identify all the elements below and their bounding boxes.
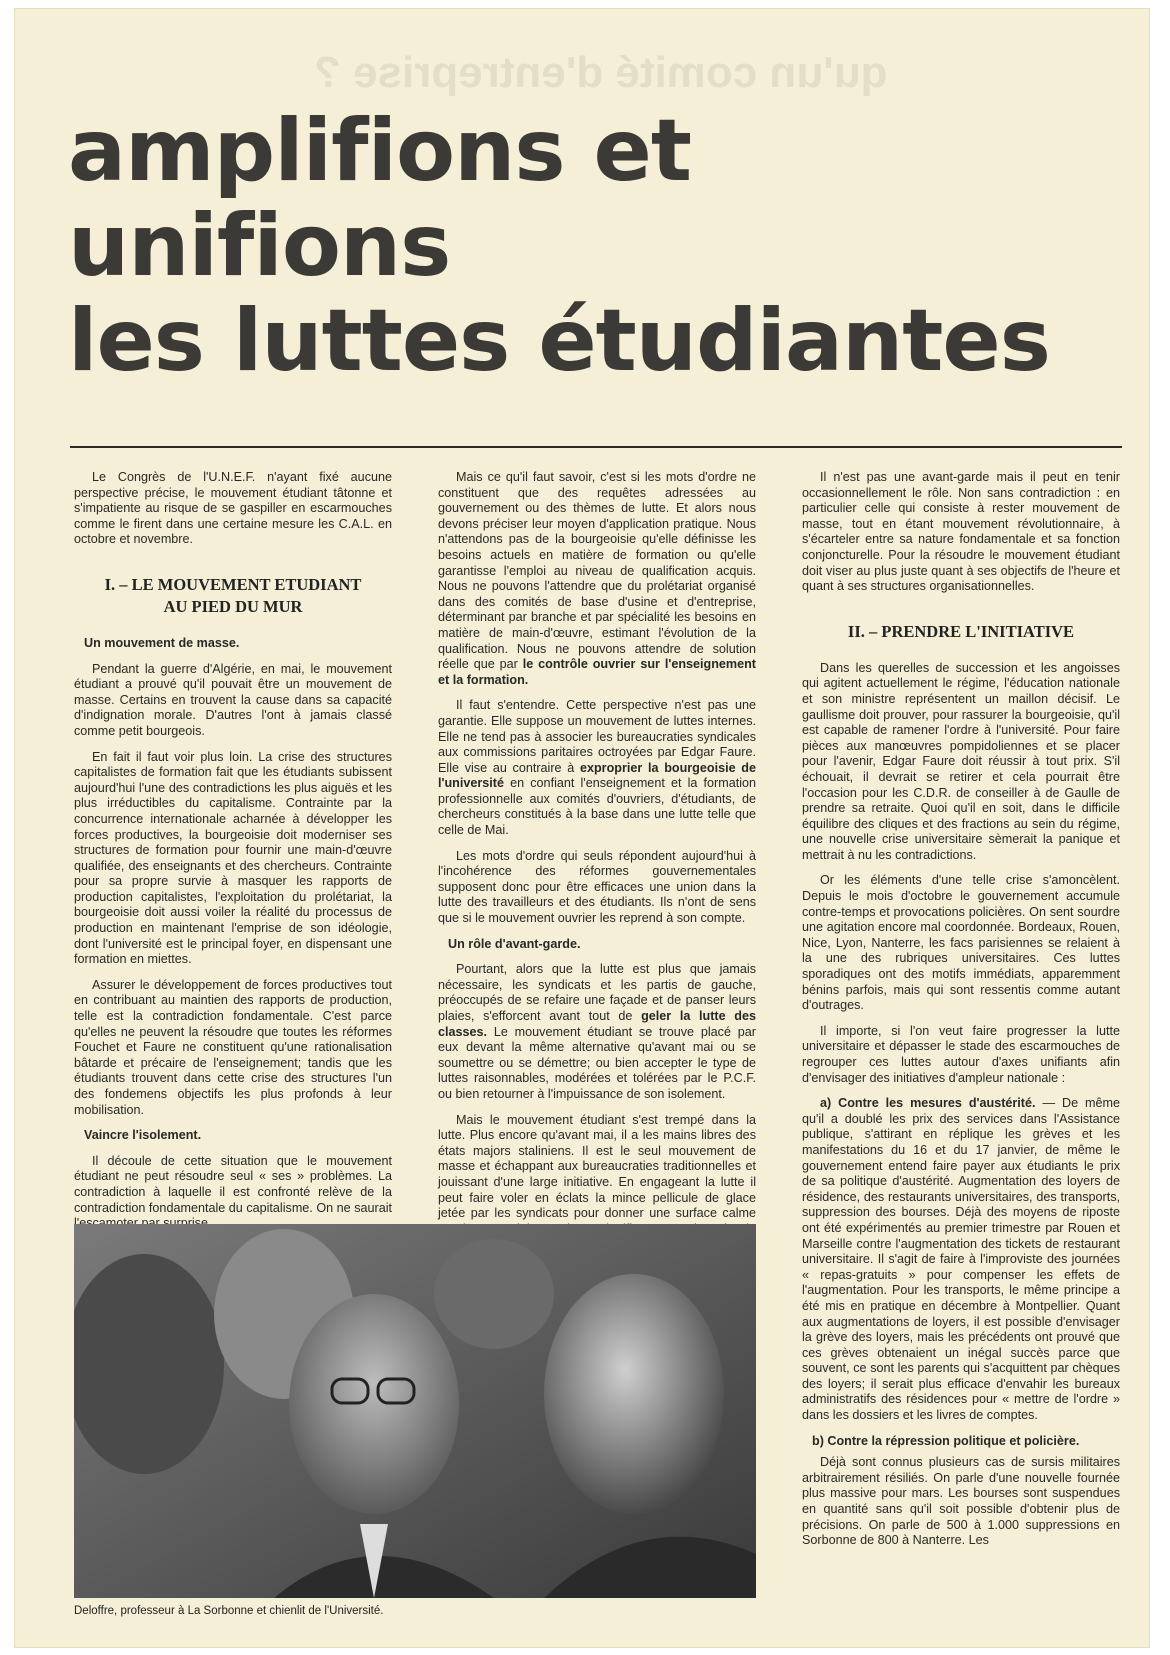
paragraph: Déjà sont connus plusieurs cas de sursis militaires arbitrairement résiliés. On parle d'une nouvelle fournée plus massive pour mars. Les bourses sont suspendues en quantité sans qu'il soit possible d'obtenir plus de précisions. On parle de 500 à 1.000 suppressions en Sorbonne de 800 à Nanterre. Les: [802, 1455, 1120, 1548]
show-through-text: qu'un comité d'entreprise ?: [314, 48, 888, 97]
newspaper-page: [14, 8, 1150, 1648]
photo-caption: Deloffre, professeur à La Sorbonne et chienlit de l'Université.: [74, 1605, 384, 1617]
photo-illustration: [74, 1224, 756, 1598]
paragraph: Pourtant, alors que la lutte est plus que jamais nécessaire, les syndicats et les partis de gauche, préoccupés de se refaire une façade et de panser leurs plaies, s'efforcent avant tout de geler la lutte des classes. Le mouvement étudiant se trouve placé par eux devant la même alternative qu'avant mai ou se soumettre ou se démettre; ou bien accepter le type de luttes raisonnables, modérées et tolérées par le P.C.F. ou bien retourner à l'impuissance de son isolement.: [438, 962, 756, 1101]
headline: [68, 101, 1148, 391]
paragraph: Dans les querelles de succession et les angoisses qui agitent actuellement le régime, l'éducation nationale et son ministre représentent un maillon décisif. Le gaullisme doit prouver, pour rassurer la bourgeoisie, qu'il est capable de ramener l'ordre à l'université. Pour faire pièces aux manœuvres pompidoliennes et se placer pour l'avenir, Edgar Faure doit réussir à tout prix. S'il échouait, il devrait se retirer et cela pourrait être l'occasion pour les C.D.R. de conseiller à de Gaulle de prendre sa retraite. Quoi qu'il en soit, dans le difficile équilibre des cliques et des fractions au sein du régime, une nouvelle crise universitaire sèmerait la panique et mettrait à nu les contradictions.: [802, 660, 1120, 862]
headline-line-1: amplifions et: [68, 101, 691, 201]
paragraph: Pendant la guerre d'Algérie, en mai, le mouvement étudiant a prouvé qu'il pouvait être un mouvement de masse. Certains en trouvent la cause dans sa capacité d'indignation morale. D'autres l'ont à jamais classé comme petit bourgeois.: [74, 661, 392, 738]
paragraph: Il n'est pas une avant-garde mais il peut en tenir occasionnellement le rôle. Non sans contradiction : en particulier celle qui consiste à rester mouvement de masse, tout en étant mouvement révolutionnaire, à s'écarteler entre sa nature fondamentale et sa fonction conjoncturelle. Pour la résoudre le mouvement étudiant doit viser au plus juste quant à ses objectifs de l'heure et quant à ses structures organisationnelles.: [802, 470, 1120, 594]
paragraph: Mais le mouvement étudiant s'est trempé dans la lutte. Plus encore qu'avant mai, il a les mains libres des états majors staliniens. Il est le seul mouvement de masse et échappant aux bureaucraties traditionnelles et jouissant d'une large initiative. En engageant la lutte il peut faire voler en éclats la mince pellicule de glace jetée par les syndicats pour donner une surface calme: [438, 1112, 756, 1221]
headline-rule: [70, 446, 1122, 448]
intro-paragraph: Le Congrès de l'U.N.E.F. n'ayant fixé aucune perspective précise, le mouvement étudiant tâtonne et s'impatiente au risque de se gaspiller en escarmouches comme le firent dans une certaine mesure les C.A.L. en octobre et novembre.: [74, 470, 392, 547]
paragraph: Il faut s'entendre. Cette perspective n'est pas une garantie. Elle suppose un mouvement de luttes internes. Elle ne tend pas à associer les bureaucraties syndicales aux commissions paritaires octroyées par Edgar Faure. Elle vise au contraire à exproprier la bourgeoisie de l'université en confiant l'enseignement et la formation professionnelle aux comités d'ouvriers, d'étudiants, de chercheurs constitués à la base dans une lutte telle que celle de Mai.: [438, 698, 756, 838]
section-2-title: II. – PRENDRE L'INITIATIVE: [847, 621, 1075, 641]
subheading-mouvement-de-masse: Un mouvement de masse.: [84, 635, 240, 650]
subheading-repression: b) Contre la répression politique et policière.: [812, 1433, 1080, 1448]
paragraph: Mais ce qu'il faut savoir, c'est si les mots d'ordre ne constituent que des requêtes adressées au gouvernement ou des thèmes de lutte. Et alors nous devons préciser leur moyen d'application pratique. Nous n'attendons pas de la bourgeoisie qu'elle définisse les besoins actuels en matière de formation ou qu'elle garantisse l'emploi au niveau de qualification acquis. Nous ne pouvons l'attendre que du prolétariat organisé dans des comités de base d'usine et d'entreprise, déterminant par branche et par spécialité les besoins en matière de main-d'œuvre, estimant l'évolution de la qualification. Nous ne pouvons attendre de solution réelle que par le contrôle ouvrier sur l'enseignement et la formation.: [438, 470, 756, 687]
section-1-title: I. – LE MOUVEMENT ETUDIANT AU PIED DU MUR: [104, 574, 362, 616]
paragraph: Il importe, si l'on veut faire progresser la lutte universitaire et dépasser le stade des escarmouches de regrouper ces luttes autour d'axes unifiants afin d'envisager des initiatives d'ampleur nationale :: [802, 1023, 1120, 1085]
paragraph: Or les éléments d'une telle crise s'amoncèlent. Depuis le mois d'octobre le gouvernement accumule contre-temps et provocations policières. On sent sourdre une agitation encore mal coordonnée. Bordeaux, Rouen, Nice, Lyon, Nanterre, les facs parisiennes se relaient à la une des rubriques universitaires. Ces luttes sporadiques ont des motifs immédiats, apparemment bénins parfois, mais qui sont ressentis comme autant d'outrages.: [802, 873, 1120, 1013]
subheading-vaincre-isolement: Vaincre l'isolement.: [84, 1128, 202, 1143]
paragraph: Assurer le développement de forces productives tout en contribuant au maintien des rapports de production, telle est la contradiction fondamentale. C'est parce qu'elles ne peuvent la résoudre que toutes les réformes Fouchet et Faure ne constituent qu'une rationalisation bâtarde et précaire de l'enseignement; tandis que les étudiants trouvent dans cette crise des structures l'un des fondemens objectifs les plus profonds à leur mobilisation.: [74, 977, 392, 1117]
subheading-role-avant-garde: Un rôle d'avant-garde.: [448, 936, 581, 951]
column-3: [802, 470, 1120, 1559]
column-2: [438, 470, 756, 1341]
press-photo: [74, 1224, 756, 1598]
headline-line-2: unifions: [68, 196, 451, 296]
paragraph: Il découle de cette situation que le mouvement étudiant ne peut résoudre seul « ses » problèmes. La contradiction à laquelle il est confronté relève de la contradiction fondamentale du capitalisme. On ne saurait: [74, 1153, 392, 1215]
headline-line-3: les luttes étudiantes: [68, 291, 1050, 391]
paragraph: a) Contre les mesures d'austérité. — De même qu'il a doublé les prix des services dans l'Assistance publique, s'attirant en réplique les grèves et les manifestations du 16 et du 17 janvier, de même le gouvernement entend faire payer aux étudiants le prix de sa politique d'austérité. Augmentation des loyers de résidence, des restaurants universitaires, des transports, suppression des bourses. Déjà des moyens de riposte ont été expérimentés au premier trimestre par Rouen et Marseille contre l'augmentation des tickets de restaurant universitaire. Il s'agit de faire à l'improviste des journées « repas-gratuits » pour compenser les effets de l'augmentation. Pour les transports, le même principe a été mis en pratique en décembre à Montpellier. Quant aux augmentations de loyers, il est possible d'envisager la grève des loyers, mais les précédents ont prouvé que ces grèves obtenaient un inégal succès parce que souvent, ce sont les parents qui s'acquittent par chèques des loyers; il serait plus efficace d'envahir les bureaux administratifs des résidences pour « mettre de l'ordre » dans les dossiers et les livres de comptes.: [802, 1096, 1120, 1423]
paragraph: En fait il faut voir plus loin. La crise des structures capitalistes de formation fait que les étudiants subissent aujourd'hui l'une des contradictions les plus aiguës et les plus irréductibles du capitalisme. Contrainte par la concurrence internationale acharnée à développer les forces productives, la bourgeoisie doit moderniser ses structures de formation pour fournir une main-d'œuvre qualifiée, des enseignants et des chercheurs. Contrainte pour sa propre survie à masquer les rapports de production capitalistes, l'exploitation du prolétariat, la bourgeoisie doit aussi voiler la réalité du processus de production en maintenant l'emprise de son idéologie, dont l'université est le principal foyer, en dispensant une formation en miettes.: [74, 749, 392, 967]
paragraph: Les mots d'ordre qui seuls répondent aujourd'hui à l'incohérence des réformes gouvernementales supposent donc pour être efficaces une union dans la lutte des travailleurs et des étudiants. Ils n'ont de sens que si le mouvement ouvrier les reprend à son compte.: [438, 848, 756, 926]
